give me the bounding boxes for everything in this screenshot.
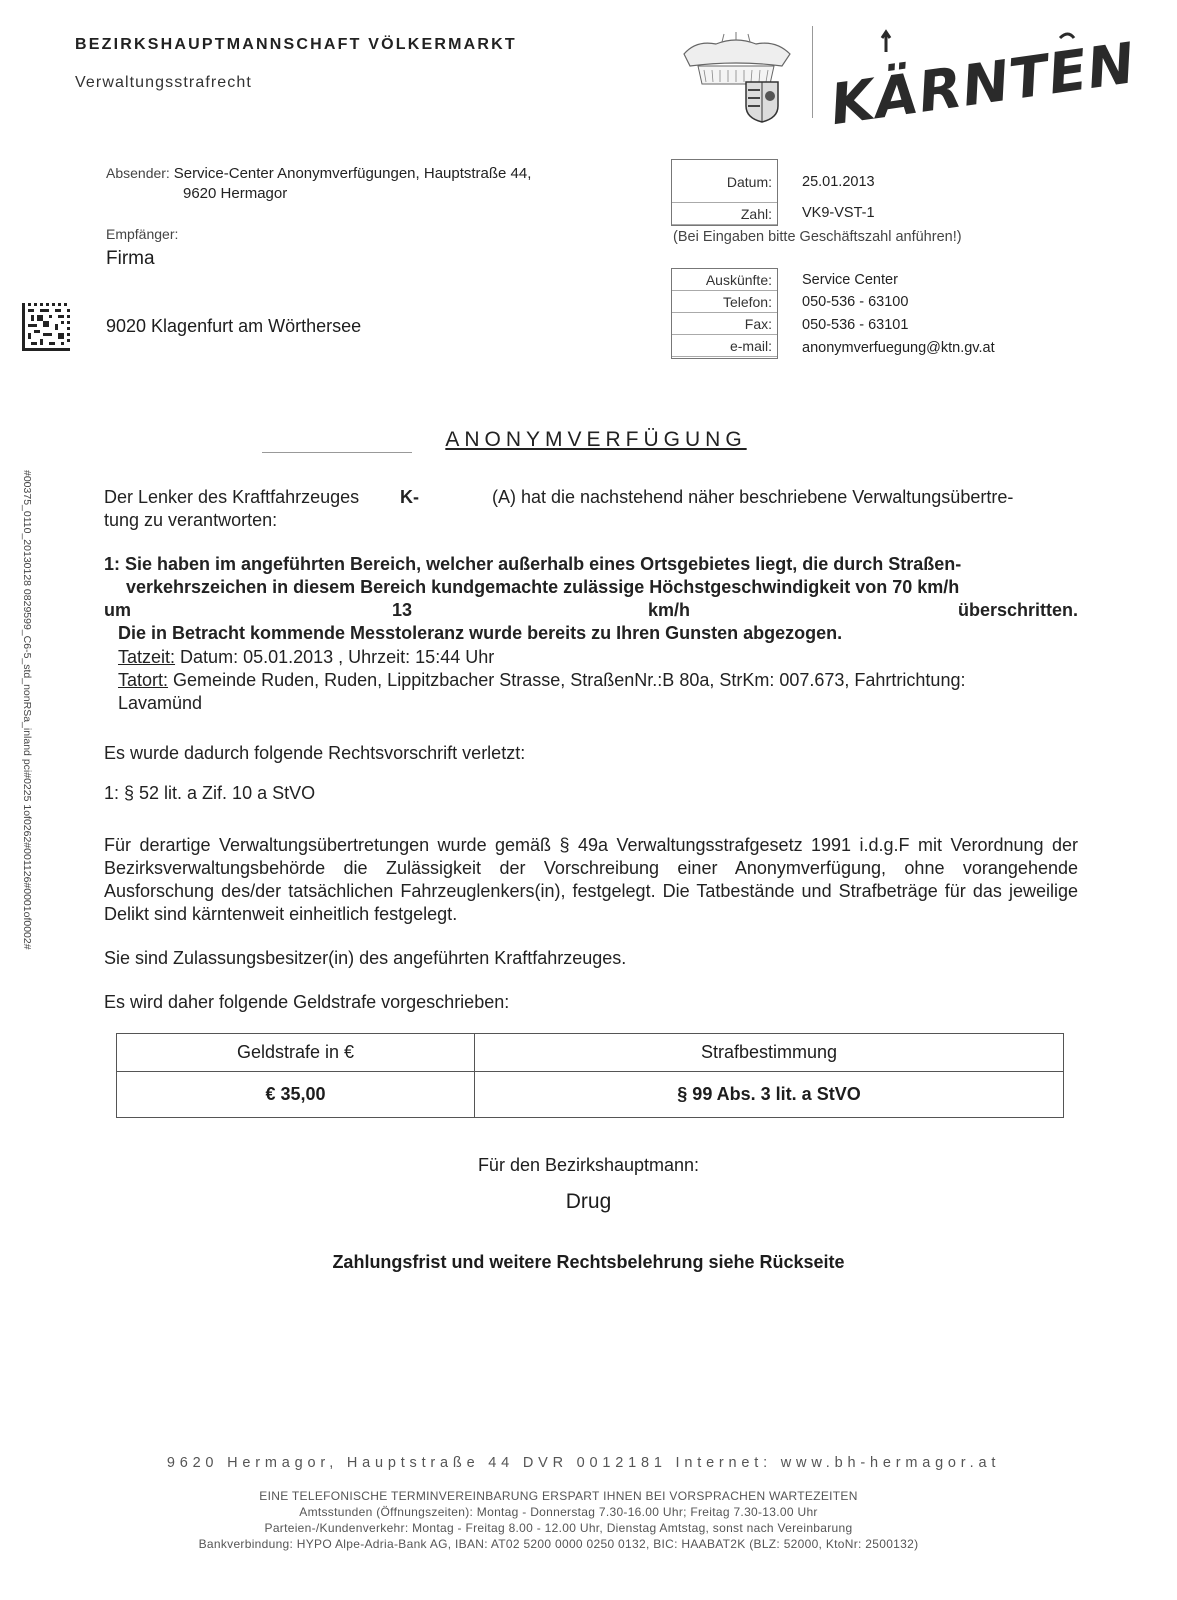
phone-label: Telefon: [722, 294, 772, 310]
offense-line1: 1: Sie haben im angeführten Bereich, welcher außerhalb eines Ortsgebietes liegt, die durch Straßen- [104, 554, 962, 574]
violation-rule: 1: § 52 lit. a Zif. 10 a StVO [104, 783, 316, 803]
email-label: e-mail: [729, 338, 772, 354]
fine-header-provision: Strafbestimmung [475, 1034, 1064, 1072]
carinthia-crest-icon [676, 32, 796, 122]
reference-box [671, 159, 778, 226]
time-label: Tatzeit: [118, 647, 176, 667]
footer-line1: EINE TELEFONISCHE TERMINVEREINBARUNG ERSPART IHNEN BEI VORSPRACHEN WARTEZEITEN [259, 1489, 858, 1503]
place-value: Gemeinde Ruden, Ruden, Lippitzbacher Strasse, StraßenNr.:B 80a, StrKm: 007.673, Fahrtrichtung: [173, 670, 966, 690]
brand-text: KÄRNTEN [826, 31, 1140, 139]
datamatrix-code [22, 303, 70, 351]
footer-line4: Bankverbindung: HYPO Alpe-Adria-Bank AG, IBAN: AT02 5200 0000 0250 0132, BIC: HAABAT2K (BLZ: 52000, KtoNr: 2500132) [198, 1537, 919, 1551]
footer-line3: Parteien-/Kundenverkehr: Montag - Freitag 8.00 - 12.00 Uhr, Dienstag Amtstag, sonst nach Vereinbarung [264, 1521, 853, 1535]
offense-um: um [104, 600, 131, 620]
intro-part1: Der Lenker des Kraftfahrzeuges [104, 487, 360, 507]
offense-time [104, 646, 1078, 669]
date-value: 25.01.2013 [802, 174, 875, 190]
fax-value: 050-536 - 63101 [802, 317, 909, 333]
place-label: Tatort: [118, 670, 169, 690]
intro-part3: tung zu verantworten: [104, 510, 278, 530]
violation-intro: Es wurde dadurch folgende Rechtsvorschrift verletzt: [104, 743, 526, 763]
legal-paragraph: Für derartige Verwaltungsübertretungen wurde gemäß § 49a Verwaltungsstrafgesetz 1991 i.d.g.F mit Verordnung der Bezirksverwaltungsbehörde die Zulässigkeit der Vorschreibung einer Anonymverfügung, ohne vorangehende Ausforschung des/der tatsächlichen Fahrzeuglenkers(in), festgelegt. Die Tatbestände und Strafbeträge für das jeweilige Delikt sind kärntenweit einheitlich festgelegt. [104, 835, 1078, 924]
division-name: Verwaltungsstrafrecht [75, 74, 252, 91]
offense-line2: verkehrszeichen in diesem Bereich kundgemachte zulässige Höchstgeschwindigkeit von 70 km/h [126, 577, 960, 597]
date-label: Datum: [726, 174, 772, 190]
email-value: anonymverfuegung@ktn.gv.at [802, 340, 995, 356]
speed-unit: km/h [648, 600, 691, 620]
header-divider [812, 26, 813, 118]
intro-paragraph [104, 486, 1078, 532]
authority-name: BEZIRKSHAUPTMANNSCHAFT VÖLKERMARKT [75, 36, 517, 53]
recipient-city: 9020 Klagenfurt am Wörthersee [106, 316, 362, 336]
fine-amount: € 35,00 [117, 1072, 475, 1118]
owner-statement: Sie sind Zulassungsbesitzer(in) des angeführten Kraftfahrzeuges. [104, 948, 627, 968]
number-label: Zahl: [740, 206, 772, 222]
fine-provision: § 99 Abs. 3 lit. a StVO [475, 1072, 1064, 1118]
fine-table [116, 1033, 1064, 1118]
speed-excess: 13 [392, 600, 413, 620]
svg-text:#00375_0110_20130128 0829599_C: #00375_0110_20130128 0829599_C6-5_std_nonRSa_inland pci#0225 1of0262#001126#0001of0002# [21, 470, 33, 950]
footer-address: 9620 Hermagor, Hauptstraße 44 DVR 0012181 Internet: www.bh-hermagor.at [166, 1455, 1001, 1471]
signature-label: Für den Bezirkshauptmann: [477, 1155, 700, 1175]
reference-note: (Bei Eingaben bitte Geschäftszahl anführen!) [673, 229, 962, 245]
license-plate: K- [400, 487, 419, 507]
sender-block [106, 163, 531, 204]
recipient-label: Empfänger: [106, 226, 179, 242]
sender-line1: Service-Center Anonymverfügungen, Hauptstraße 44, [173, 165, 532, 182]
title-rule [262, 452, 412, 453]
info-label: Auskünfte: [705, 272, 772, 288]
fine-header-amount: Geldstrafe in € [117, 1034, 475, 1072]
offense-block [104, 553, 1078, 645]
info-value: Service Center [802, 272, 898, 288]
fine-intro: Es wird daher folgende Geldstrafe vorgeschrieben: [104, 992, 510, 1012]
signature-name: Drug [565, 1190, 612, 1213]
offense-place [104, 669, 1078, 692]
kaernten-logo [826, 30, 1140, 139]
phone-value: 050-536 - 63100 [802, 294, 909, 310]
side-tracking-code [8, 470, 33, 1040]
recipient-name: Firma [106, 248, 155, 269]
time-value: Datum: 05.01.2013 , Uhrzeit: 15:44 Uhr [180, 647, 495, 667]
document-title: ANONYMVERFÜGUNG [445, 428, 747, 451]
sender-label: Absender: [106, 165, 170, 181]
reference-number: VK9-VST-1 [802, 205, 875, 221]
place-value-2: Lavamünd [118, 693, 203, 713]
offense-line4: Die in Betracht kommende Messtoleranz wurde bereits zu Ihren Gunsten abgezogen. [118, 623, 843, 643]
offense-exceeded: überschritten. [957, 600, 1078, 620]
fax-label: Fax: [744, 316, 772, 332]
sender-line2: 9620 Hermagor [183, 185, 288, 202]
reverse-side-notice: Zahlungsfrist und weitere Rechtsbelehrung siehe Rückseite [332, 1252, 845, 1272]
intro-part2: (A) hat die nachstehend näher beschriebene Verwaltungsübertre- [492, 487, 1014, 507]
footer-line2: Amtsstunden (Öffnungszeiten): Montag - Donnerstag 7.30-16.00 Uhr; Freitag 7.30-13.00 Uhr [299, 1505, 818, 1519]
contact-box [671, 268, 778, 359]
